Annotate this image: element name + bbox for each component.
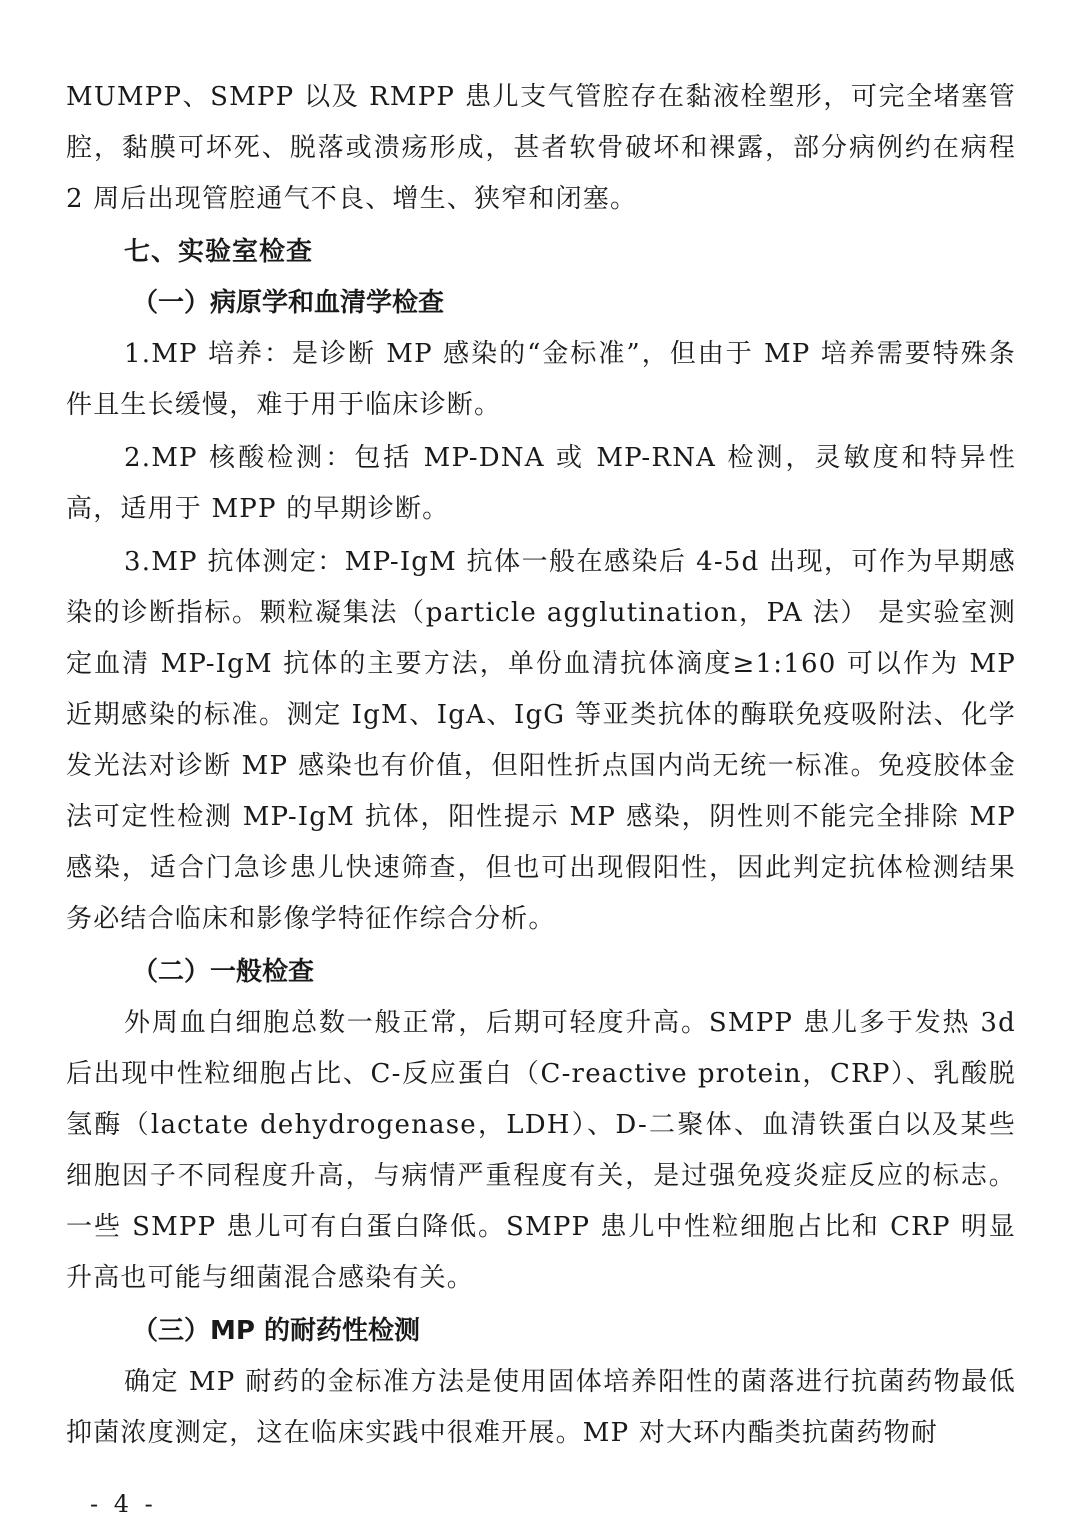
paragraph-mp-antibody: 3.MP 抗体测定：MP-IgM 抗体一般在感染后 4-5d 出现，可作为早期感染的诊断指标。颗粒凝集法（particle agglutination，PA 法） 是实验室测定血清 MP-IgM 抗体的主要方法，单份血清抗体滴度≥1:160 可以作为 MP 近期感染的标准。测定 IgM、IgA、IgG 等亚类抗体的酶联免疫吸附法、化学发光法对诊断 MP 感染也有价值，但阳性折点国内尚无统一标准。免疫胶体金法可定性检测 MP-IgM 抗体，阳性提示 MP 感染，阴性则不能完全排除 MP 感染，适合门急诊患儿快速筛查，但也可出现假阳性，因此判定抗体检测结果务必结合临床和影像学特征作综合分析。 [66, 547, 1016, 934]
paragraph-resistance-testing: 确定 MP 耐药的金标准方法是使用固体培养阳性的菌落进行抗菌药物最低抑菌浓度测定，这在临床实践中很难开展。MP 对大环内酯类抗菌药物耐 [66, 1367, 1016, 1448]
paragraph-general-tests: 外周血白细胞总数一般正常，后期可轻度升高。SMPP 患儿多于发热 3d 后出现中性粒细胞占比、C-反应蛋白（C-reactive protein，CRP）、乳酸脱氢酶（lactate dehydrogenase，LDH）、D-二聚体、血清铁蛋白以及某些细胞因子不同程度升高，与病情严重程度有关，是过强免疫炎症反应的标志。一些 SMPP 患儿可有白蛋白降低。SMPP 患儿中性粒细胞占比和 CRP 明显升高也可能与细菌混合感染有关。 [66, 1008, 1016, 1293]
paragraph-mucus-plug: MUMPP、SMPP 以及 RMPP 患儿支气管腔存在黏液栓塑形，可完全堵塞管腔，黏膜可坏死、脱落或溃疡形成，甚者软骨破坏和裸露，部分病例约在病程 2 周后出现管腔通气不良、增生、狭窄和闭塞。 [66, 82, 1016, 214]
page-number: - 4 - [90, 1490, 157, 1518]
paragraph-mp-culture: 1.MP 培养：是诊断 MP 感染的“金标准”，但由于 MP 培养需要特殊条件且生长缓慢，难于用于临床诊断。 [66, 339, 1016, 420]
section-heading-lab-tests: 七、实验室检查 [124, 237, 314, 267]
subsection-heading-general-tests: （二）一般检查 [132, 957, 315, 987]
subsection-heading-resistance-testing: （三）MP 的耐药性检测 [132, 1316, 420, 1346]
document-body [66, 72, 1016, 1461]
paragraph-mp-nucleic-acid: 2.MP 核酸检测：包括 MP-DNA 或 MP-RNA 检测，灵敏度和特异性高，适用于 MPP 的早期诊断。 [66, 443, 1016, 524]
subsection-heading-pathogen-serology: （一）病原学和血清学检查 [132, 288, 445, 318]
